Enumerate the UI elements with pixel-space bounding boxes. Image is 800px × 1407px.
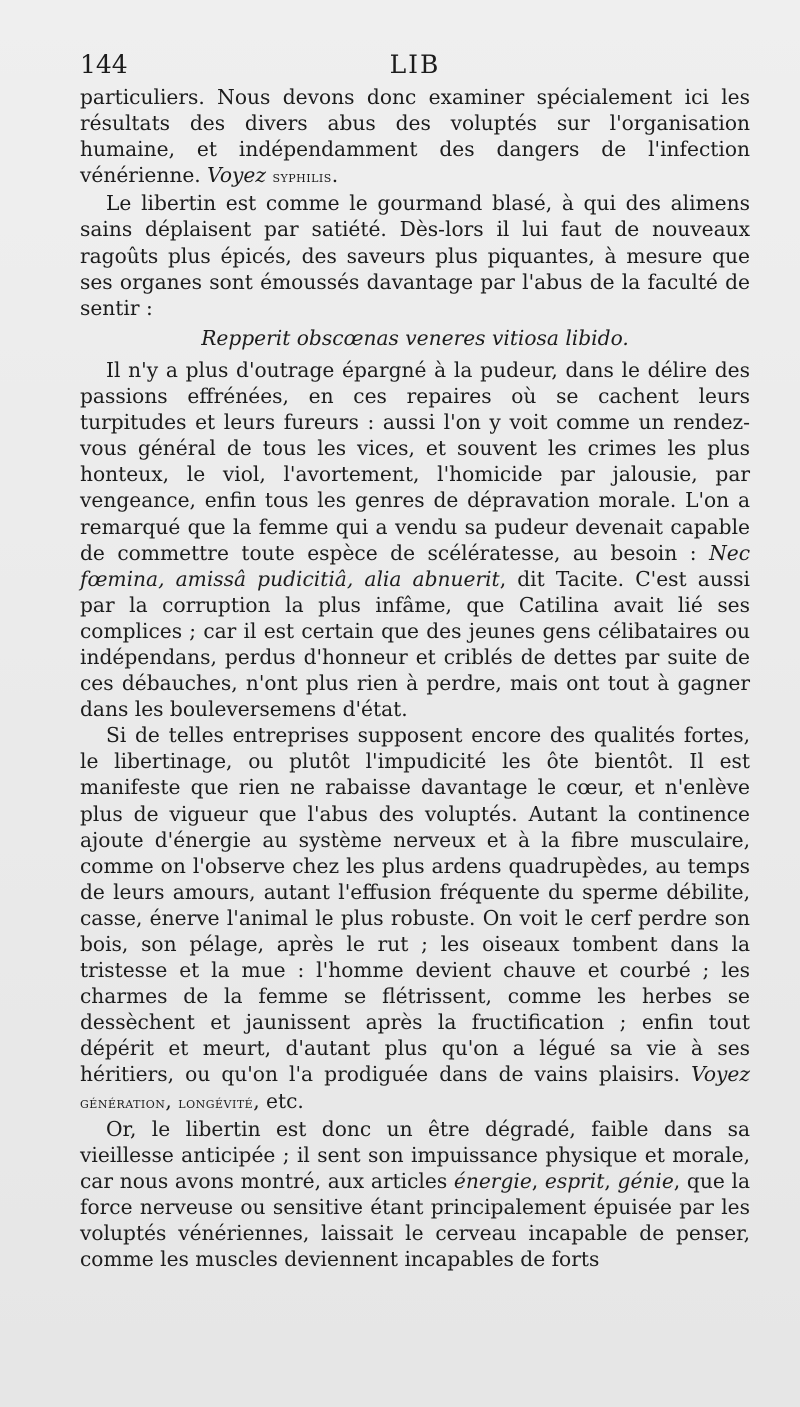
reference-separator: , (165, 1088, 179, 1113)
paragraph-5 (80, 1116, 750, 1273)
paragraph-5-text: Or, le libertin est donc un être dégradé, faible dans sa vieillesse anticipée ; il sent son impuissance physique et morale, car nous avons montré, aux articles (80, 1116, 750, 1193)
article-separator-2: , (604, 1168, 618, 1193)
tacitus-quotation: Nec fœmina, amissâ pudicitiâ, alia abnuerit (80, 540, 750, 591)
paragraph-3-text-continued: , dit Tacite. C'est aussi par la corruption la plus infâme, que Catilina avait lié ses complices ; car il est certain que des jeunes gens célibataires ou indépendans, perdus d'honneur et criblés de dettes par suite de ces débauches, n'ont plus rien à perdre, mais ont tout à gagner dans les bouleversemens d'état. (80, 566, 750, 722)
paragraph-1-end: . (331, 163, 339, 188)
paragraph-4-end: , etc. (253, 1088, 304, 1113)
paragraph-4 (80, 722, 750, 1115)
article-genie: génie (617, 1168, 674, 1193)
latin-quotation: Repperit obscœnas veneres vitiosa libido. (201, 325, 629, 350)
article-energie: énergie (453, 1168, 532, 1193)
paragraph-3-text: Il n'y a plus d'outrage épargné à la pudeur, dans le délire des passions effrénées, en ces repaires où se cachent leurs turpitudes et leurs fureurs : aussi l'on y voit comme un rendez-vous général de tous les vices, et souvent les crimes les plus honteux, le viol, l'avortement, l'homicide par jalousie, par vengeance, enfin tous les genres de dépravation morale. L'on a remarqué que la femme qui a vendu sa pudeur devenait capable de commettre toute espèce de scélératesse, au besoin : (80, 357, 750, 565)
cross-reference-generation: génération (80, 1092, 166, 1112)
article-separator-1: , (531, 1168, 545, 1193)
page-number: 144 (80, 50, 128, 79)
paragraph-5-text-continued: , que la force nerveuse ou sensitive étant principalement épuisée par les voluptés vénériennes, laissait le cerveau incapable de penser, comme les muscles deviennent incapables de forts (80, 1168, 750, 1272)
voyez-reference-2: Voyez (691, 1062, 750, 1087)
voyez-reference: Voyez (207, 163, 267, 188)
page-header (80, 48, 750, 82)
paragraph-4-text: Si de telles entreprises supposent encore des qualités fortes, le libertinage, ou plutôt l'impudicité les ôte bientôt. Il est manifeste que rien ne rabaisse davantage le cœur, et n'enlève plus de vigueur que l'abus des voluptés. Autant la continence ajoute d'énergie au système nerveux et à la fibre musculaire, comme on l'observe chez les plus ardens quadrupèdes, au temps de leurs amours, autant l'effusion fréquente du sperme débilite, casse, énerve l'animal le plus robuste. On voit le cerf perdre son bois, son pélage, après le rut ; les oiseaux tombent dans la tristesse et la mue : l'homme devient chauve et courbé ; les charmes de la femme se flétrissent, comme les herbes se dessèchent et jaunissent après la fructification ; enfin tout dépérit et meurt, d'autant plus qu'on a légué sa vie à ses héritiers, ou qu'on l'a prodiguée dans de vains plaisirs. (80, 723, 750, 1087)
running-head: LIB (389, 50, 441, 79)
paragraph-2: Le libertin est comme le gourmand blasé, à qui des alimens sains déplaisent par satiété. Dès-lors il lui faut de nouveaux ragoûts plus épicés, des saveurs plus piquantes, à mesure que ses organes sont émoussés davantage par l'abus de la faculté de sentir : (80, 191, 750, 320)
page-body (80, 84, 750, 1272)
paragraph-1-text: particuliers. Nous devons donc examiner spécialement ici les résultats des divers abus des voluptés sur l'organisation humaine, et indépendamment des dangers de l'infection vénérienne. (80, 85, 750, 188)
article-esprit: esprit (544, 1168, 605, 1193)
paragraph-1 (80, 84, 750, 190)
cross-reference-longevite: longévité (178, 1092, 254, 1112)
cross-reference-syphilis: syphilis (272, 167, 332, 187)
paragraph-3 (80, 357, 750, 722)
